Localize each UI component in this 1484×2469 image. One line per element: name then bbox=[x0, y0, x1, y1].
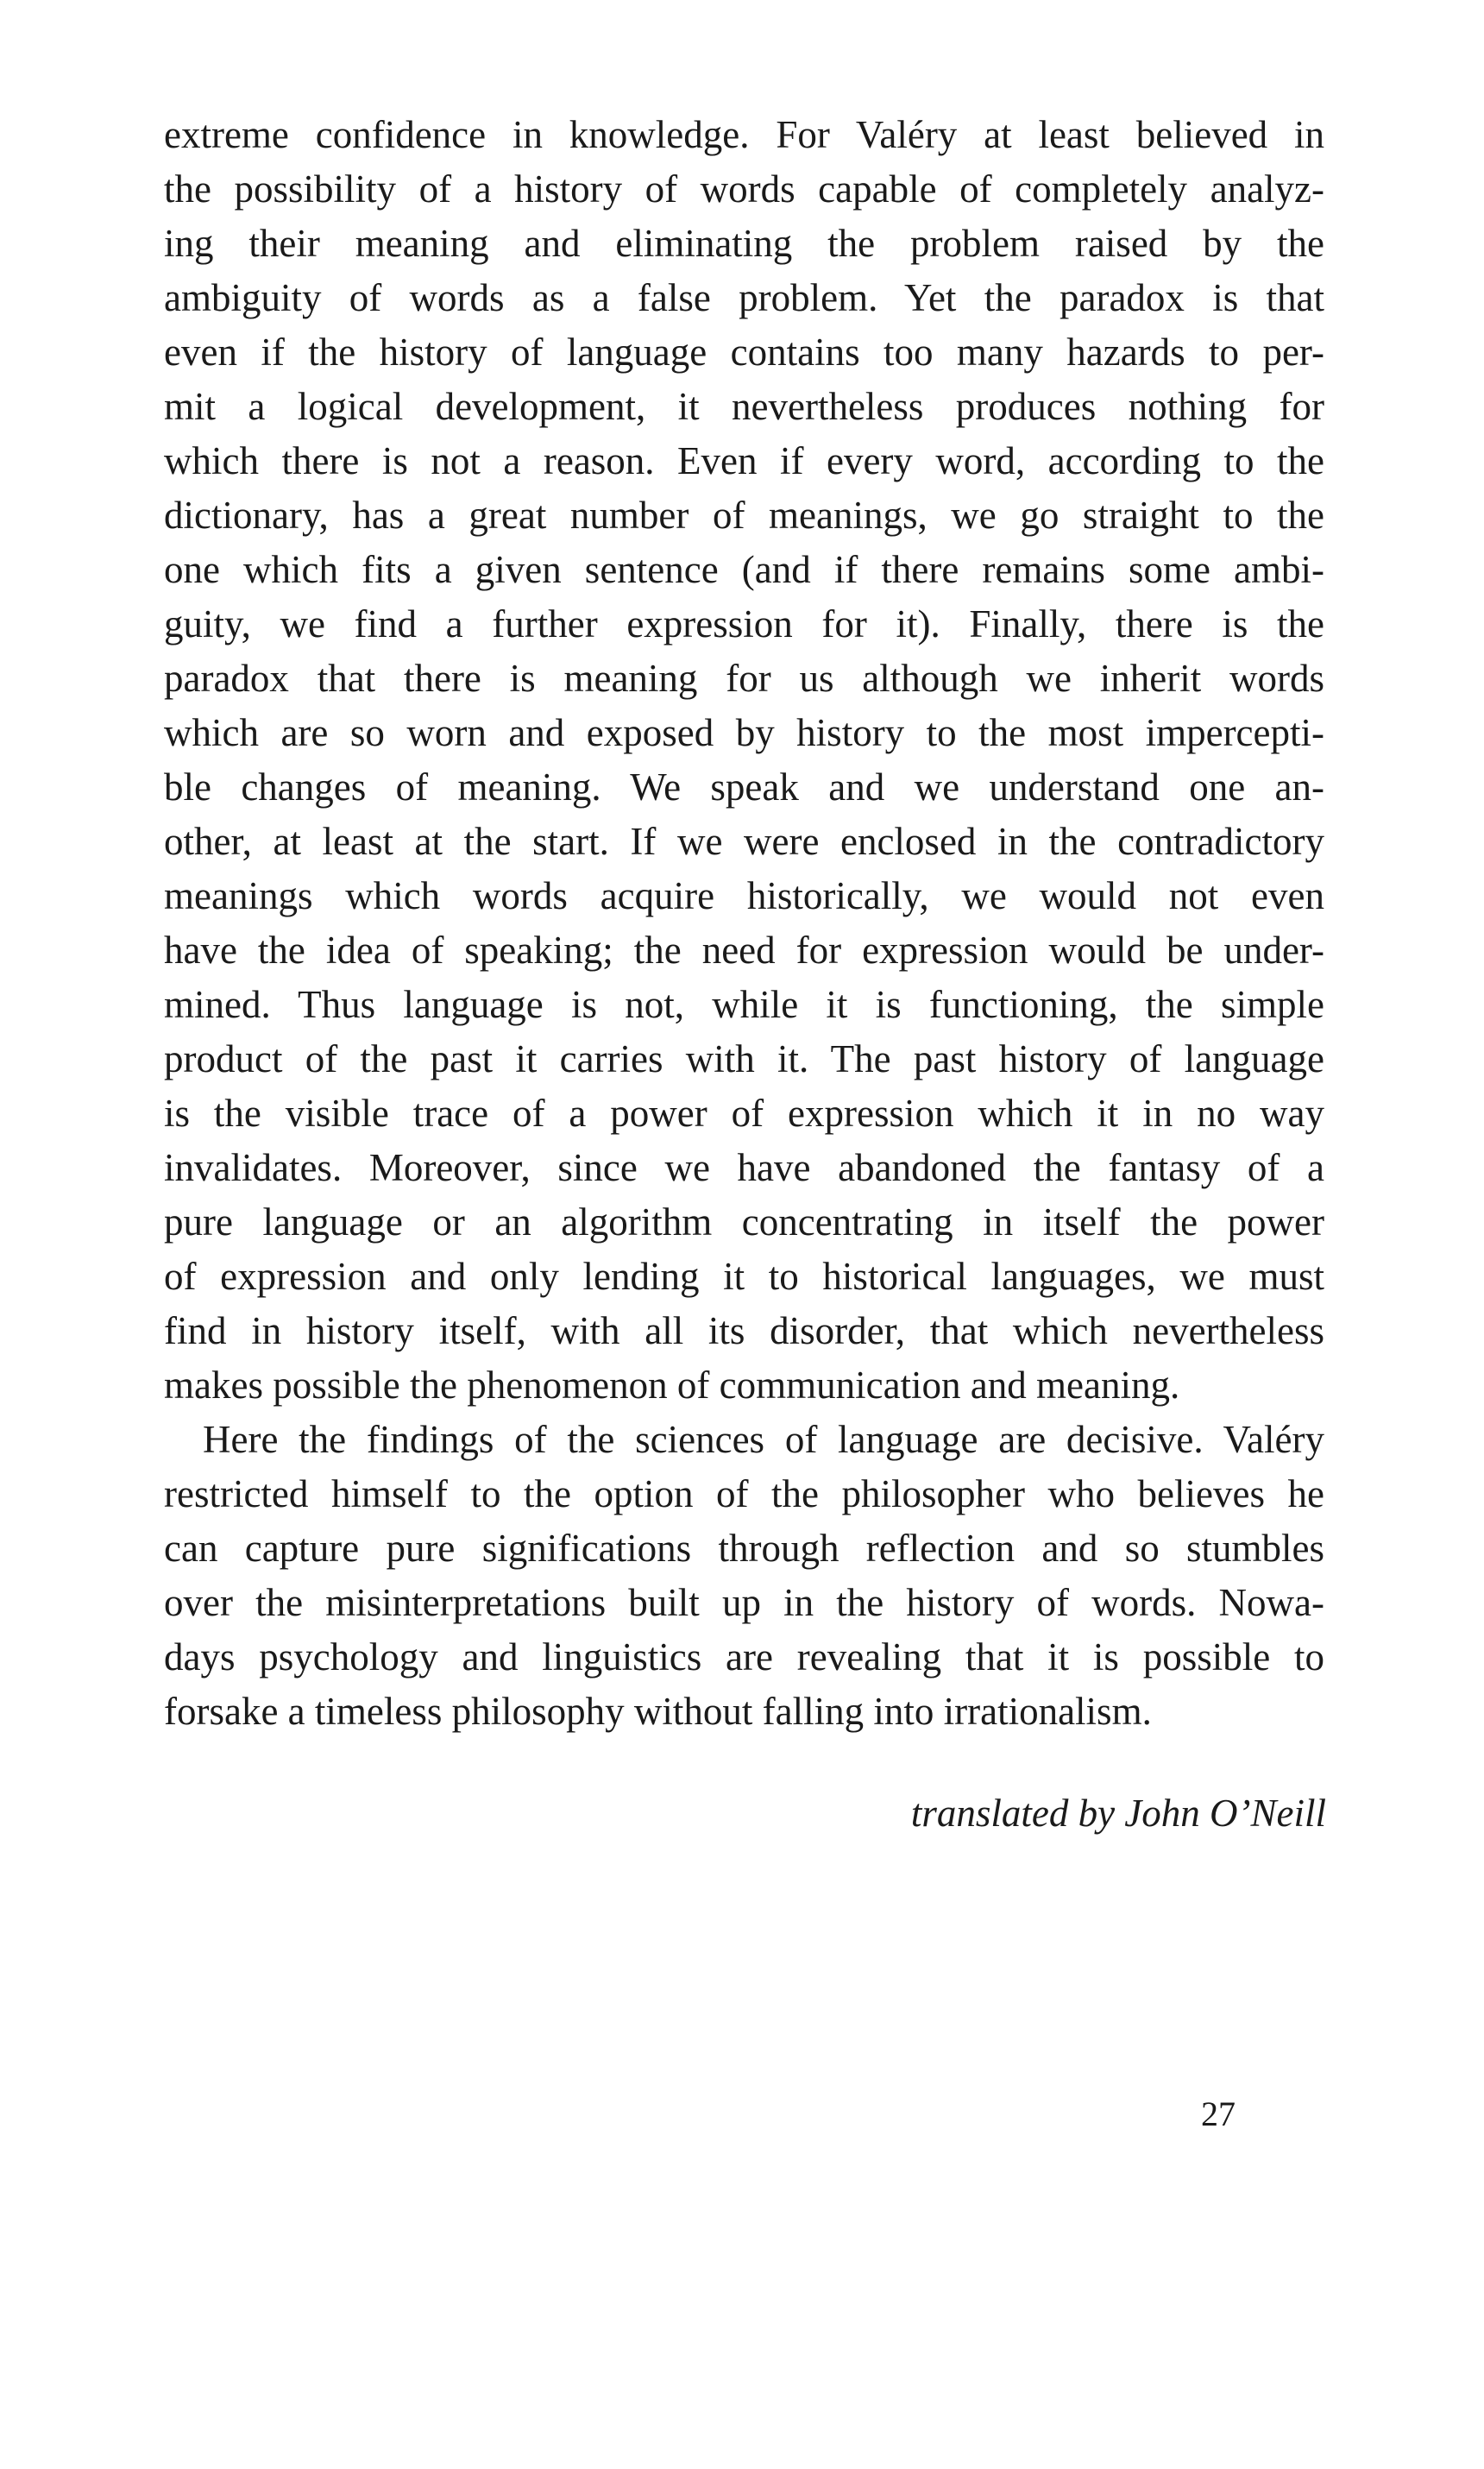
text-line: of expression and only lending it to historical languages, we must bbox=[164, 1255, 1324, 1298]
text-line: find in history itself, with all its disorder, that which nevertheless bbox=[164, 1309, 1324, 1352]
text-line: which are so worn and exposed by history to the most impercepti- bbox=[164, 711, 1324, 754]
text-line: mined. Thus language is not, while it is functioning, the simple bbox=[164, 983, 1324, 1026]
text-line: extreme confidence in knowledge. For Valéry at least believed in bbox=[164, 113, 1324, 156]
text-line: forsake a timeless philosophy without falling into irrationalism. bbox=[164, 1690, 1152, 1733]
text-line: days psychology and linguistics are revealing that it is possible to bbox=[164, 1635, 1324, 1679]
text-line: other, at least at the start. If we were enclosed in the contradictory bbox=[164, 820, 1324, 863]
text-line: product of the past it carries with it. The past history of language bbox=[164, 1037, 1324, 1080]
text-line: can capture pure significations through reflection and so stumbles bbox=[164, 1527, 1324, 1570]
page-number: 27 bbox=[1201, 2094, 1236, 2133]
translator-credit: translated by John O’Neill bbox=[910, 1792, 1326, 1835]
text-line: ing their meaning and eliminating the problem raised by the bbox=[164, 222, 1324, 265]
text-line: paradox that there is meaning for us although we inherit words bbox=[164, 657, 1324, 700]
text-line: ble changes of meaning. We speak and we understand one an- bbox=[164, 765, 1324, 809]
paragraph-2 bbox=[164, 1413, 1324, 1739]
body-text bbox=[164, 108, 1324, 1739]
text-line: which there is not a reason. Even if every word, according to the bbox=[164, 439, 1324, 482]
text-line: the possibility of a history of words capable of completely analyz- bbox=[164, 167, 1324, 211]
text-line: dictionary, has a great number of meanings, we go straight to the bbox=[164, 494, 1324, 537]
text-line: is the visible trace of a power of expression which it in no way bbox=[164, 1092, 1324, 1135]
text-line: ambiguity of words as a false problem. Yet the paradox is that bbox=[164, 276, 1324, 319]
text-line: one which fits a given sentence (and if there remains some ambi- bbox=[164, 548, 1324, 591]
text-line: have the idea of speaking; the need for expression would be under- bbox=[164, 929, 1324, 972]
text-line: even if the history of language contains too many hazards to per- bbox=[164, 331, 1324, 374]
text-line: invalidates. Moreover, since we have abandoned the fantasy of a bbox=[164, 1146, 1324, 1189]
text-line: guity, we find a further expression for it). Finally, there is the bbox=[164, 602, 1324, 646]
text-line: mit a logical development, it nevertheless produces nothing for bbox=[164, 385, 1324, 428]
text-line: meanings which words acquire historically, we would not even bbox=[164, 874, 1324, 917]
paragraph-1 bbox=[164, 108, 1324, 1413]
text-line: over the misinterpretations built up in the history of words. Nowa- bbox=[164, 1581, 1324, 1624]
text-line: pure language or an algorithm concentrating in itself the power bbox=[164, 1200, 1324, 1244]
text-line: Here the findings of the sciences of language are decisive. Valéry bbox=[203, 1418, 1324, 1461]
text-line: makes possible the phenomenon of communication and meaning. bbox=[164, 1364, 1180, 1407]
text-line: restricted himself to the option of the philosopher who believes he bbox=[164, 1472, 1324, 1515]
